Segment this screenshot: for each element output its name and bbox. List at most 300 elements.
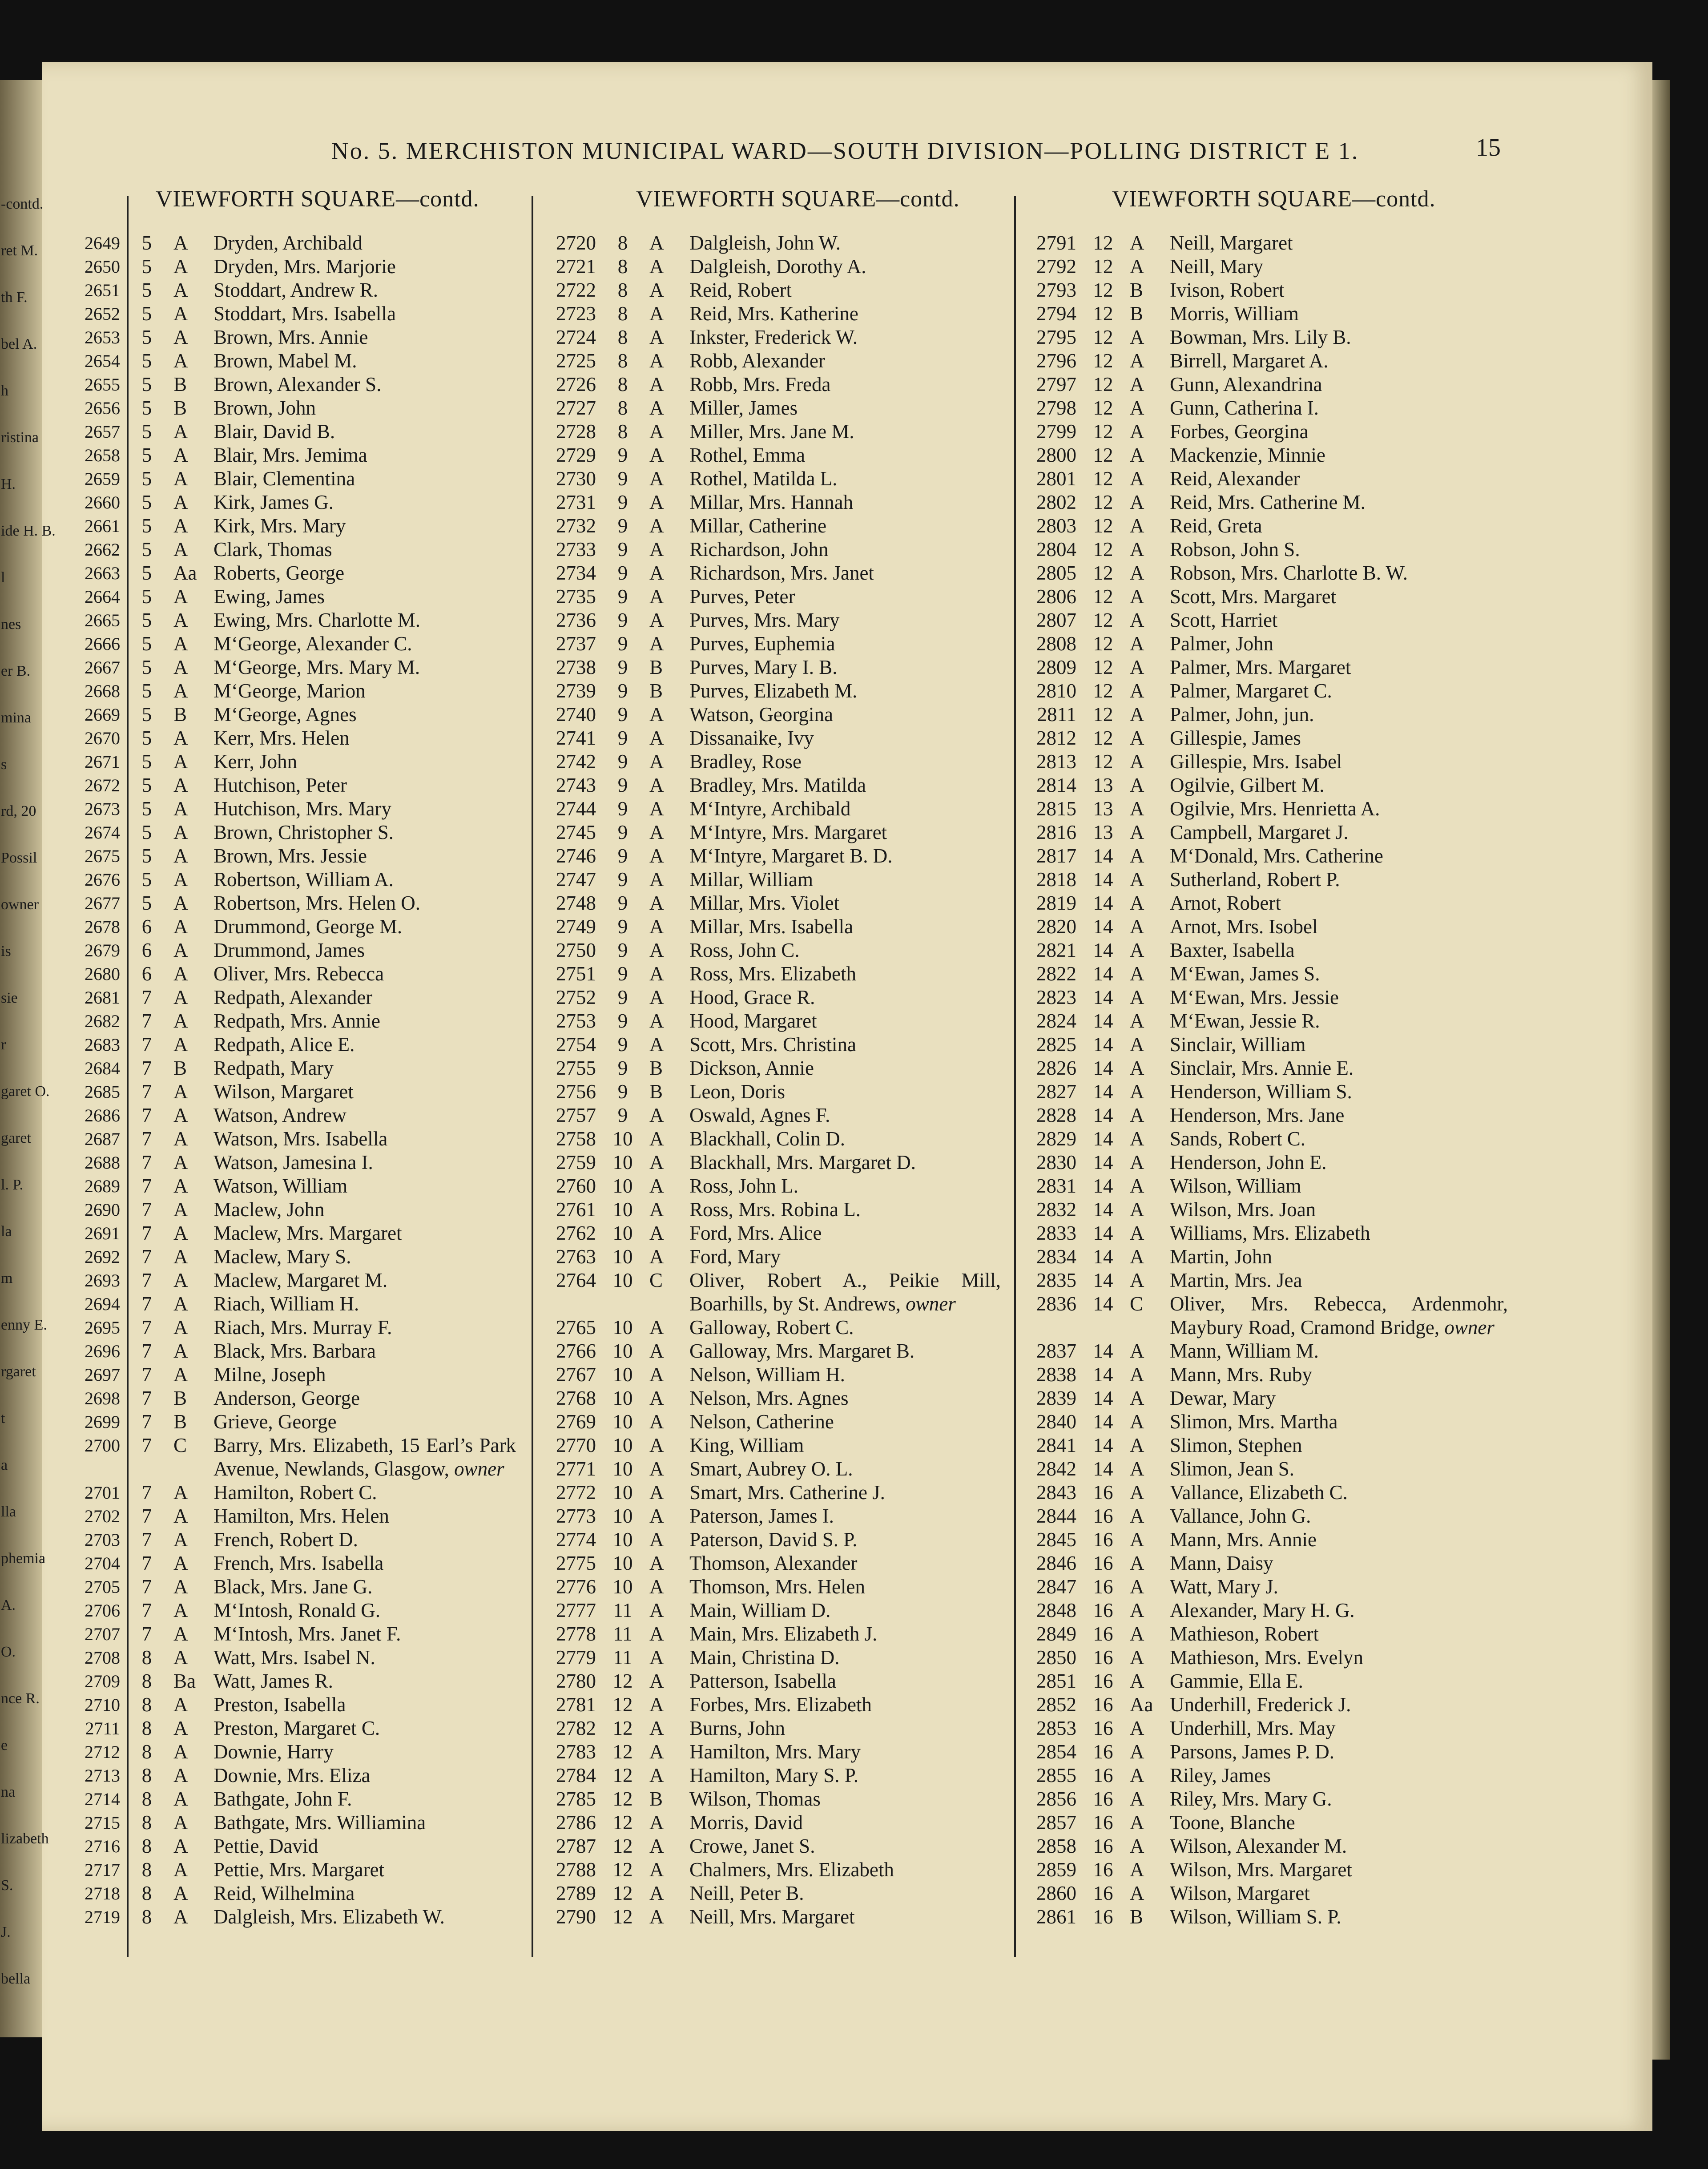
cut-text-fragment: lla xyxy=(1,1504,16,1520)
voter-number: 2830 xyxy=(1036,1151,1076,1173)
house-number: 12 xyxy=(612,1741,633,1763)
qualification-code: A xyxy=(173,232,188,254)
voter-entry xyxy=(529,373,1001,396)
voter-entry xyxy=(67,255,516,278)
voter-name: Ford, Mary xyxy=(689,1246,781,1268)
voter-number: 2769 xyxy=(556,1411,596,1433)
qualification-code: A xyxy=(1130,1882,1144,1904)
voter-name: Morris, William xyxy=(1170,302,1299,325)
voter-number: 2726 xyxy=(556,373,596,395)
voter-entry xyxy=(1010,939,1508,962)
voter-entry xyxy=(1010,703,1508,726)
house-number: 12 xyxy=(1093,444,1113,466)
voter-entry xyxy=(1010,1811,1508,1834)
voter-entry xyxy=(67,1080,516,1104)
voter-name: Oliver, Mrs. Rebecca, Ardenmohr, Maybury Road, Cramond Bridge, xyxy=(1170,1293,1508,1338)
house-number: 9 xyxy=(617,538,628,560)
voter-entry xyxy=(1010,1080,1508,1104)
house-number: 8 xyxy=(141,1788,152,1810)
voter-number: 2740 xyxy=(556,703,596,726)
voter-name-block xyxy=(689,1269,1001,1316)
voter-name: Hood, Grace R. xyxy=(689,986,815,1008)
house-number: 5 xyxy=(141,750,152,773)
owner-label: owner xyxy=(454,1458,504,1480)
house-number: 12 xyxy=(1093,633,1113,655)
house-number: 16 xyxy=(1093,1788,1113,1810)
voter-entry xyxy=(1010,1457,1508,1481)
qualification-code: A xyxy=(649,1599,664,1621)
voter-number: 2675 xyxy=(85,846,120,866)
qualification-code: A xyxy=(1130,1528,1144,1551)
voter-name: Dryden, Mrs. Marjorie xyxy=(214,255,396,278)
voter-entry xyxy=(67,278,516,302)
voter-entry xyxy=(1010,1717,1508,1740)
voter-entry xyxy=(529,915,1001,939)
voter-name: Mann, Mrs. Ruby xyxy=(1170,1363,1313,1386)
qualification-code: A xyxy=(1130,1080,1144,1103)
house-number: 12 xyxy=(612,1717,633,1739)
house-number: 10 xyxy=(612,1528,633,1551)
qualification-code: A xyxy=(649,1646,664,1669)
voter-number: 2714 xyxy=(85,1789,120,1809)
qualification-code: A xyxy=(649,1882,664,1904)
voter-number: 2809 xyxy=(1036,656,1076,678)
voter-name: Slimon, Jean S. xyxy=(1170,1458,1295,1480)
voter-entry xyxy=(67,1410,516,1434)
voter-entry xyxy=(67,1339,516,1363)
voter-number: 2708 xyxy=(85,1648,120,1668)
house-number: 5 xyxy=(141,373,152,395)
voter-entry xyxy=(67,939,516,962)
voter-name: Crowe, Janet S. xyxy=(689,1835,815,1857)
voter-entry xyxy=(1010,891,1508,915)
qualification-code: A xyxy=(1130,1387,1144,1409)
voter-entry xyxy=(67,1740,516,1764)
qualification-code: A xyxy=(649,1340,664,1362)
voter-name: Gunn, Alexandrina xyxy=(1170,373,1322,395)
house-number: 7 xyxy=(141,1528,152,1551)
voter-entry xyxy=(67,1127,516,1151)
house-number: 7 xyxy=(141,1222,152,1244)
voter-entry xyxy=(67,1316,516,1339)
voter-entry xyxy=(67,1599,516,1622)
voter-entry xyxy=(67,962,516,986)
voter-entry xyxy=(529,1033,1001,1056)
voter-number: 2780 xyxy=(556,1670,596,1692)
voter-entry xyxy=(1010,1740,1508,1764)
house-number: 14 xyxy=(1093,1246,1113,1268)
voter-name: Redpath, Alexander xyxy=(214,986,373,1008)
qualification-code: A xyxy=(173,963,188,985)
qualification-code: A xyxy=(649,232,664,254)
qualification-code: A xyxy=(173,892,188,914)
qualification-code: A xyxy=(173,1080,188,1103)
voter-name: Ross, Mrs. Elizabeth xyxy=(689,963,856,985)
voter-entry xyxy=(67,349,516,373)
voter-name: Rothel, Matilda L. xyxy=(689,468,838,490)
cut-text-fragment: er B. xyxy=(1,663,31,679)
voter-name: Dissanaike, Ivy xyxy=(689,727,814,749)
voter-number: 2813 xyxy=(1036,750,1076,773)
voter-name: Forbes, Mrs. Elizabeth xyxy=(689,1693,872,1716)
voter-number: 2681 xyxy=(85,988,120,1008)
qualification-code: A xyxy=(1130,939,1144,961)
voter-name: Purves, Euphemia xyxy=(689,633,835,655)
voter-number: 2717 xyxy=(85,1860,120,1880)
qualification-code: A xyxy=(649,1505,664,1527)
voter-entry xyxy=(529,679,1001,703)
qualification-code: A xyxy=(649,420,664,443)
qualification-code: A xyxy=(649,609,664,631)
voter-number: 2815 xyxy=(1036,798,1076,820)
voter-entry xyxy=(1010,373,1508,396)
house-number: 8 xyxy=(141,1741,152,1763)
house-number: 14 xyxy=(1093,1080,1113,1103)
voter-name: Burns, John xyxy=(689,1717,786,1739)
voter-name: Williams, Mrs. Elizabeth xyxy=(1170,1222,1370,1244)
qualification-code: A xyxy=(173,1340,188,1362)
voter-entry xyxy=(1010,278,1508,302)
voter-number: 2670 xyxy=(85,728,120,748)
voter-name: Purves, Mrs. Mary xyxy=(689,609,840,631)
voter-name: Baxter, Isabella xyxy=(1170,939,1295,961)
voter-entry xyxy=(529,797,1001,821)
voter-name: Neill, Mary xyxy=(1170,255,1263,278)
qualification-code: A xyxy=(1130,915,1144,938)
qualification-code: A xyxy=(173,585,188,608)
qualification-code: A xyxy=(1130,1033,1144,1056)
qualification-code: A xyxy=(1130,585,1144,608)
voter-number: 2808 xyxy=(1036,633,1076,655)
house-number: 10 xyxy=(612,1316,633,1338)
voter-entry xyxy=(67,609,516,632)
voter-entry xyxy=(529,278,1001,302)
voter-number: 2746 xyxy=(556,845,596,867)
voter-entry xyxy=(1010,1905,1508,1929)
house-number: 10 xyxy=(612,1198,633,1221)
qualification-code: A xyxy=(173,1693,188,1716)
house-number: 8 xyxy=(141,1646,152,1669)
voter-number: 2770 xyxy=(556,1434,596,1456)
qualification-code: A xyxy=(173,1717,188,1739)
voter-number: 2756 xyxy=(556,1080,596,1103)
qualification-code: A xyxy=(649,1316,664,1338)
voter-entry xyxy=(67,1622,516,1646)
qualification-code: A xyxy=(649,1246,664,1268)
voter-name: Wilson, William xyxy=(1170,1175,1301,1197)
qualification-code: B xyxy=(173,1057,187,1079)
voter-entry xyxy=(529,1599,1001,1622)
voter-number: 2671 xyxy=(85,752,120,772)
house-number: 13 xyxy=(1093,798,1113,820)
voter-name: Palmer, Mrs. Margaret xyxy=(1170,656,1351,678)
voter-name: Neill, Peter B. xyxy=(689,1882,804,1904)
voter-name: Alexander, Mary H. G. xyxy=(1170,1599,1355,1621)
voter-name: Anderson, George xyxy=(214,1387,360,1409)
voter-entry xyxy=(67,868,516,891)
voter-number: 2712 xyxy=(85,1742,120,1762)
voter-entry xyxy=(529,821,1001,844)
qualification-code: A xyxy=(649,1693,664,1716)
house-number: 9 xyxy=(617,963,628,985)
voter-entry xyxy=(529,632,1001,656)
voter-entry xyxy=(67,1434,516,1481)
voter-name: Millar, Mrs. Violet xyxy=(689,892,840,914)
qualification-code: A xyxy=(1130,444,1144,466)
qualification-code: A xyxy=(649,1363,664,1386)
qualification-code: A xyxy=(173,868,188,891)
qualification-code: A xyxy=(649,1222,664,1244)
voter-entry xyxy=(529,1080,1001,1104)
voter-entry xyxy=(529,986,1001,1009)
voter-name: Maclew, Margaret M. xyxy=(214,1269,388,1291)
voter-number: 2747 xyxy=(556,868,596,891)
voter-name: Ross, Mrs. Robina L. xyxy=(689,1198,861,1221)
voter-name: Stoddart, Andrew R. xyxy=(214,279,378,301)
qualification-code: A xyxy=(1130,1670,1144,1692)
voter-entry xyxy=(529,302,1001,326)
voter-name: Reid, Robert xyxy=(689,279,792,301)
voter-name: Watson, Andrew xyxy=(214,1104,346,1126)
house-number: 12 xyxy=(1093,350,1113,372)
house-number: 12 xyxy=(612,1811,633,1834)
voter-name: Thomson, Alexander xyxy=(689,1552,858,1574)
voter-number: 2658 xyxy=(85,445,120,465)
voter-name: Watson, William xyxy=(214,1175,348,1197)
voter-number: 2720 xyxy=(556,232,596,254)
house-number: 16 xyxy=(1093,1717,1113,1739)
voter-number: 2732 xyxy=(556,515,596,537)
voter-entry xyxy=(1010,868,1508,891)
voter-name: Underhill, Frederick J. xyxy=(1170,1693,1351,1716)
cut-text-fragment: A. xyxy=(1,1597,16,1613)
voter-name: Paterson, James I. xyxy=(689,1505,834,1527)
voter-entry xyxy=(67,797,516,821)
voter-entry xyxy=(529,1481,1001,1504)
qualification-code: A xyxy=(173,326,188,348)
house-number: 9 xyxy=(617,939,628,961)
voter-entry xyxy=(529,868,1001,891)
voter-entry xyxy=(529,538,1001,561)
voter-entry xyxy=(529,962,1001,986)
voter-number: 2789 xyxy=(556,1882,596,1904)
voter-number: 2745 xyxy=(556,821,596,843)
voter-number: 2851 xyxy=(1036,1670,1076,1692)
qualification-code: A xyxy=(649,1458,664,1480)
house-number: 12 xyxy=(612,1670,633,1692)
voter-entry xyxy=(1010,443,1508,467)
house-number: 12 xyxy=(1093,727,1113,749)
voter-entry xyxy=(67,1717,516,1740)
voter-entry xyxy=(1010,1410,1508,1434)
cut-text-fragment: mina xyxy=(1,710,31,726)
house-number: 14 xyxy=(1093,939,1113,961)
voter-name: Black, Mrs. Barbara xyxy=(214,1340,376,1362)
house-number: 10 xyxy=(612,1246,633,1268)
voter-entry xyxy=(67,1669,516,1693)
voter-number: 2785 xyxy=(556,1788,596,1810)
voter-entry xyxy=(529,1151,1001,1174)
voter-number: 2677 xyxy=(85,893,120,913)
voter-number: 2790 xyxy=(556,1906,596,1928)
voter-number: 2684 xyxy=(85,1058,120,1078)
voter-entry xyxy=(529,1740,1001,1764)
house-number: 16 xyxy=(1093,1741,1113,1763)
voter-number: 2741 xyxy=(556,727,596,749)
house-number: 11 xyxy=(613,1623,632,1645)
house-number: 16 xyxy=(1093,1528,1113,1551)
qualification-code: A xyxy=(1130,1057,1144,1079)
house-number: 8 xyxy=(141,1859,152,1881)
cut-text-fragment: rgaret xyxy=(1,1363,36,1380)
voter-number: 2698 xyxy=(85,1388,120,1408)
voter-name: Wilson, Margaret xyxy=(1170,1882,1310,1904)
house-number: 5 xyxy=(141,633,152,655)
qualification-code: A xyxy=(649,326,664,348)
voter-entry xyxy=(1010,467,1508,491)
voter-entry xyxy=(529,1269,1001,1316)
qualification-code: A xyxy=(1130,609,1144,631)
qualification-code: A xyxy=(1130,963,1144,985)
voter-number: 2700 xyxy=(85,1435,120,1455)
voter-name: Ross, John L. xyxy=(689,1175,799,1197)
cut-text-fragment: ret M. xyxy=(1,242,38,259)
voter-entry xyxy=(67,1198,516,1222)
house-number: 8 xyxy=(141,1717,152,1739)
voter-entry xyxy=(529,1434,1001,1457)
voter-number: 2852 xyxy=(1036,1693,1076,1716)
qualification-code: A xyxy=(649,939,664,961)
voter-name: Bradley, Rose xyxy=(689,750,802,773)
qualification-code: A xyxy=(649,585,664,608)
voter-name: Brown, Alexander S. xyxy=(214,373,382,395)
house-number: 12 xyxy=(1093,562,1113,584)
house-number: 8 xyxy=(617,255,628,278)
qualification-code: A xyxy=(649,1741,664,1763)
voter-entry xyxy=(529,1552,1001,1575)
voter-number: 2848 xyxy=(1036,1599,1076,1621)
house-number: 10 xyxy=(612,1505,633,1527)
voter-number: 2838 xyxy=(1036,1363,1076,1386)
voter-name: Brown, Christopher S. xyxy=(214,821,394,843)
cut-text-fragment: lizabeth xyxy=(1,1830,49,1847)
qualification-code: A xyxy=(649,1198,664,1221)
voter-name: Smart, Aubrey O. L. xyxy=(689,1458,853,1480)
voter-number: 2696 xyxy=(85,1341,120,1361)
house-number: 8 xyxy=(141,1882,152,1904)
house-number: 14 xyxy=(1093,1387,1113,1409)
voter-entry xyxy=(67,679,516,703)
voter-entry xyxy=(529,326,1001,349)
house-number: 7 xyxy=(141,1411,152,1433)
voter-number: 2846 xyxy=(1036,1552,1076,1574)
voter-name: Main, Christina D. xyxy=(689,1646,840,1669)
qualification-code: A xyxy=(1130,1599,1144,1621)
voter-name: Richardson, John xyxy=(689,538,829,560)
qualification-code: A xyxy=(173,1835,188,1857)
qualification-code: B xyxy=(1130,302,1144,325)
voter-name: Campbell, Margaret J. xyxy=(1170,821,1349,843)
qualification-code: A xyxy=(1130,420,1144,443)
voter-number: 2710 xyxy=(85,1695,120,1715)
voter-entry xyxy=(529,1339,1001,1363)
house-number: 10 xyxy=(612,1411,633,1433)
voter-number: 2674 xyxy=(85,822,120,843)
voter-name: Neill, Mrs. Margaret xyxy=(689,1906,855,1928)
voter-name: Black, Mrs. Jane G. xyxy=(214,1576,373,1598)
voter-number: 2666 xyxy=(85,634,120,654)
house-number: 8 xyxy=(617,420,628,443)
voter-name: M‘George, Marion xyxy=(214,680,366,702)
house-number: 5 xyxy=(141,232,152,254)
voter-number: 2779 xyxy=(556,1646,596,1669)
voter-entry xyxy=(67,844,516,868)
voter-number: 2657 xyxy=(85,422,120,442)
house-number: 12 xyxy=(1093,255,1113,278)
voter-entry xyxy=(67,1882,516,1905)
qualification-code: A xyxy=(1130,1363,1144,1386)
voter-name: Scott, Mrs. Margaret xyxy=(1170,585,1337,608)
house-number: 14 xyxy=(1093,1128,1113,1150)
voter-name: Robb, Alexander xyxy=(689,350,825,372)
voter-entry xyxy=(67,1575,516,1599)
voter-number: 2818 xyxy=(1036,868,1076,891)
voter-entry xyxy=(529,1905,1001,1929)
house-number: 9 xyxy=(617,821,628,843)
house-number: 5 xyxy=(141,468,152,490)
voter-entry xyxy=(1010,1858,1508,1882)
voter-name: Preston, Isabella xyxy=(214,1693,346,1716)
voter-number: 2777 xyxy=(556,1599,596,1621)
voter-number: 2796 xyxy=(1036,350,1076,372)
voter-number: 2650 xyxy=(85,257,120,277)
voter-name: Smart, Mrs. Catherine J. xyxy=(689,1481,885,1504)
house-number: 12 xyxy=(1093,326,1113,348)
house-number: 9 xyxy=(617,633,628,655)
voter-number: 2683 xyxy=(85,1035,120,1055)
cut-text-fragment: l. P. xyxy=(1,1177,24,1193)
voter-entry xyxy=(529,255,1001,278)
voter-name: Pettie, Mrs. Margaret xyxy=(214,1859,385,1881)
voter-name: Mathieson, Mrs. Evelyn xyxy=(1170,1646,1363,1669)
voter-number: 2799 xyxy=(1036,420,1076,443)
voter-number: 2742 xyxy=(556,750,596,773)
qualification-code: A xyxy=(1130,1623,1144,1645)
voter-entry xyxy=(1010,962,1508,986)
house-number: 10 xyxy=(612,1481,633,1504)
voter-number: 2719 xyxy=(85,1907,120,1927)
voter-entry xyxy=(1010,1174,1508,1198)
voter-number: 2772 xyxy=(556,1481,596,1504)
qualification-code: A xyxy=(1130,892,1144,914)
voter-name: Ogilvie, Mrs. Henrietta A. xyxy=(1170,798,1380,820)
cut-text-fragment: a xyxy=(1,1457,8,1473)
qualification-code: A xyxy=(173,1906,188,1928)
voter-entry xyxy=(67,1528,516,1552)
voter-name-block xyxy=(214,1434,516,1481)
voter-number: 2652 xyxy=(85,304,120,324)
voter-name: Palmer, John, jun. xyxy=(1170,703,1314,726)
voter-entry xyxy=(1010,1127,1508,1151)
qualification-code: A xyxy=(649,1104,664,1126)
qualification-code: A xyxy=(649,986,664,1008)
house-number: 14 xyxy=(1093,1057,1113,1079)
voter-name: Leon, Doris xyxy=(689,1080,785,1103)
house-number: 7 xyxy=(141,1010,152,1032)
qualification-code: A xyxy=(1130,1552,1144,1574)
voter-number: 2833 xyxy=(1036,1222,1076,1244)
voter-number: 2831 xyxy=(1036,1175,1076,1197)
